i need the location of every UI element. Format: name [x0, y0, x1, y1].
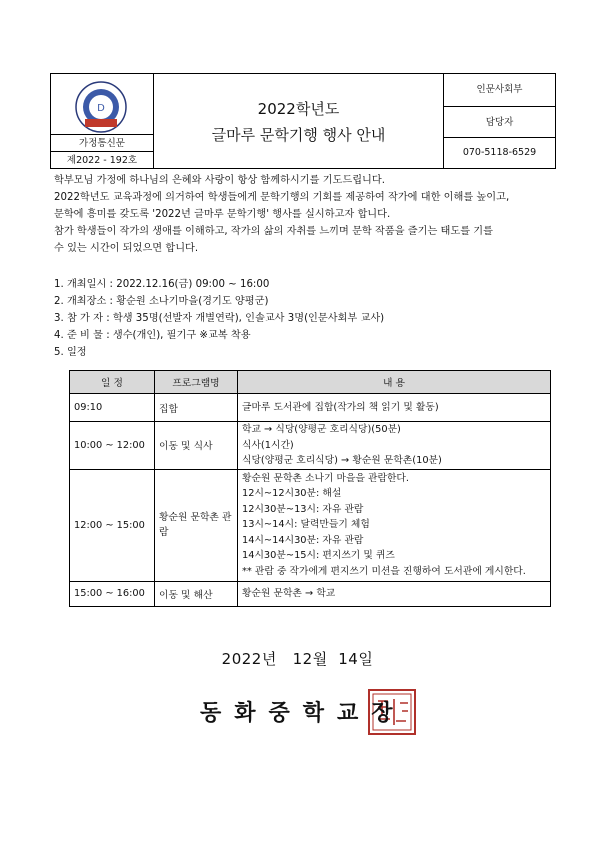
header-box	[50, 73, 556, 169]
row-content: 황순원 문학촌 → 학교	[238, 581, 551, 606]
row-program: 이동 및 해산	[155, 581, 238, 606]
issue-number: 제2022 - 192호	[51, 151, 153, 169]
intro-line: 2022학년도 교육과정에 의거하여 학생들에게 문학기행의 기회를 제공하여 작가에 대한 이해를 높이고,	[54, 192, 510, 203]
info-item-participants: 3. 참 가 자 : 학생 35명(선발자 개별연락), 인솔교사 3명(인문사회부 교사)	[54, 313, 385, 324]
intro-line: 참가 학생들이 작가의 생애를 이해하고, 작가의 삶의 자취를 느끼며 문학 작품을 즐기는 태도를 기를	[54, 226, 493, 237]
table-row	[70, 469, 551, 581]
header-program: 프로그램명	[155, 371, 238, 394]
table-row	[70, 581, 551, 606]
row-content: 글마루 도서관에 집합(작가의 책 읽기 및 활동)	[238, 394, 551, 422]
row-time: 15:00 ~ 16:00	[70, 581, 155, 606]
issue-date: 2022년 12월 14일	[221, 650, 374, 668]
newsletter-type: 가정통신문	[51, 134, 153, 152]
row-program: 이동 및 식사	[155, 422, 238, 470]
row-time: 10:00 ~ 12:00	[70, 422, 155, 470]
info-item-date: 1. 개최일시 : 2022.12.16(금) 09:00 ~ 16:00	[54, 279, 270, 290]
doc-title-year: 2022학년도	[257, 100, 340, 118]
doc-title: 글마루 문학기행 행사 안내	[211, 126, 386, 144]
row-time: 12:00 ~ 15:00	[70, 469, 155, 581]
row-time: 09:10	[70, 394, 155, 422]
row-program: 황순원 문학촌 관람	[155, 469, 238, 581]
row-program: 집합	[155, 394, 238, 422]
svg-text:D: D	[97, 103, 105, 114]
info-item-schedule: 5. 일정	[54, 347, 87, 358]
phone-number: 070-5118-6529	[462, 147, 537, 158]
info-item-place: 2. 개최장소 : 황순원 소나기마을(경기도 양평군)	[54, 296, 269, 307]
department: 인문사회부	[476, 84, 523, 95]
intro-line: 수 있는 시간이 되었으면 합니다.	[54, 243, 199, 254]
intro-line: 학부모님 가정에 하나님의 은혜와 사랑이 항상 함께하시기를 기도드립니다.	[54, 175, 385, 186]
table-row	[70, 422, 551, 470]
schedule-table	[69, 370, 551, 607]
school-name: 동화중학교장	[200, 701, 406, 726]
intro-line: 문학에 흥미를 갖도록 '2022년 글마루 문학기행' 행사를 실시하고자 합니다.	[54, 209, 391, 220]
header-time: 일 정	[70, 371, 155, 394]
row-content: 황순원 문학촌 소나기 마을을 관람한다. 12시~12시30분: 해설 12시30분~13시: 자유 관람 13시~14시: 달력만들기 체험 14시~14시30분: 자유 관람 14시30분~15시: 편지쓰기 및 퀴즈 ** 관람 중 작가에게 편지쓰기 미션을 진행하여 도서관에 게시한다.	[238, 469, 551, 581]
header-content: 내 용	[238, 371, 551, 394]
school-logo	[75, 81, 127, 133]
table-row	[70, 394, 551, 422]
row-content: 학교 → 식당(양평군 호리식당)(50분) 식사(1시간) 식당(양평군 호리식당) → 황순원 문학촌(10분)	[238, 422, 551, 470]
contact-label: 담당자	[443, 106, 556, 138]
info-item-supplies: 4. 준 비 물 : 생수(개인), 필기구 ※교복 착용	[54, 330, 251, 341]
table-header-row	[70, 371, 551, 394]
